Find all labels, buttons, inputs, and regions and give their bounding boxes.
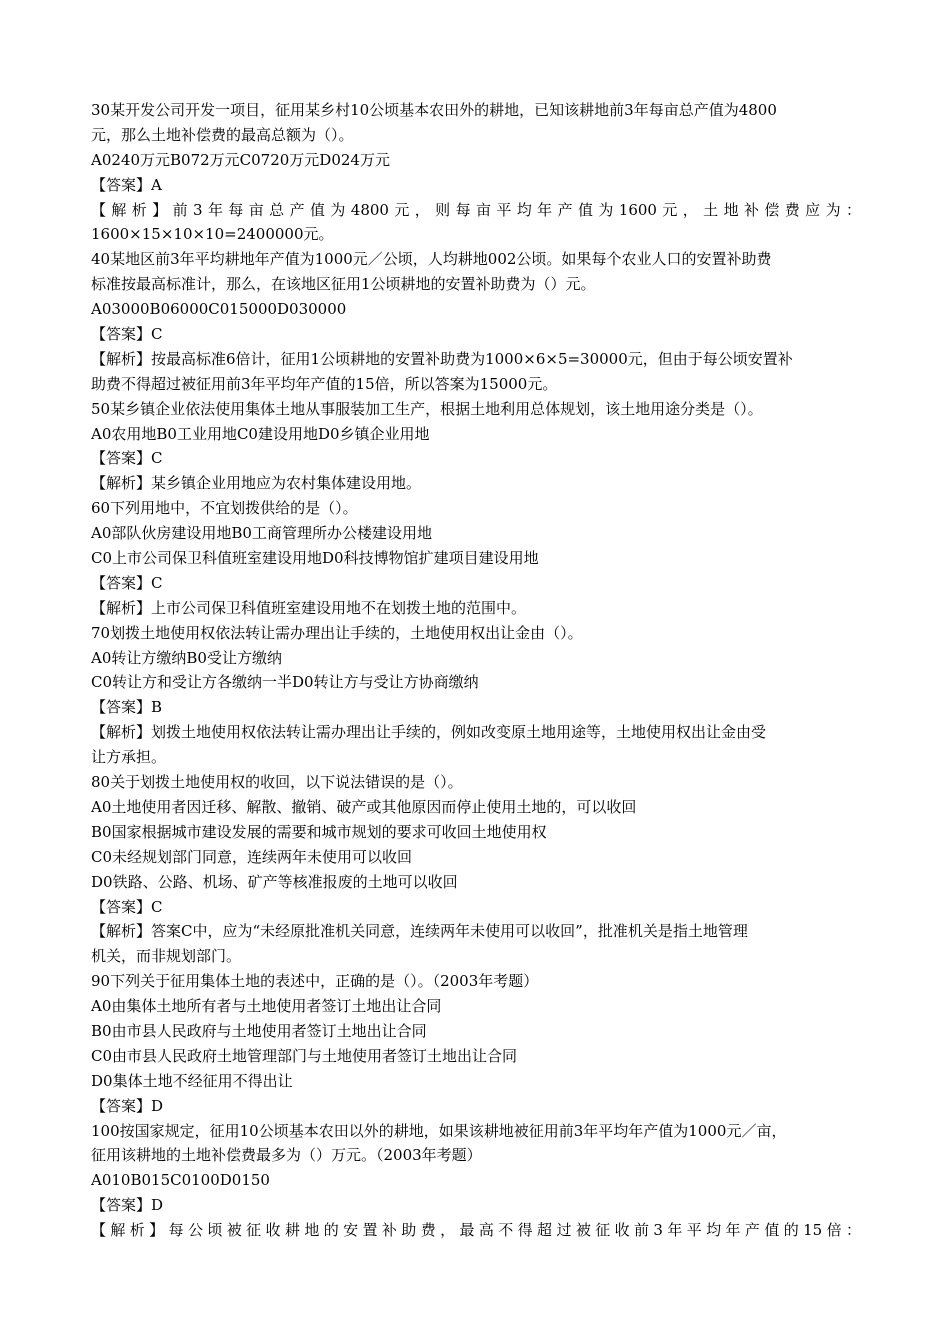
question-100-options: A010B015C0100D0150 [91, 1171, 270, 1190]
question-80-explanation-line-2: 机关，而非规划部门。 [91, 947, 242, 966]
question-80-option-a: A0土地使用者因迁移、解散、撤销、破产或其他原因而停止使用土地的，可以收回 [91, 797, 637, 816]
question-60-options-2: C0上市公司保卫科值班室建设用地D0科技博物馆扩建项目建设用地 [91, 549, 539, 568]
question-70-line-1: 70划拨土地使用权依法转让需办理出让手续的，土地使用权出让金由（）。 [91, 623, 583, 642]
question-100-answer: 【答案】D [91, 1196, 164, 1215]
question-40-answer: 【答案】C [91, 325, 163, 344]
question-60-explanation: 【解析】上市公司保卫科值班室建设用地不在划拨土地的范围中。 [91, 598, 527, 617]
question-50-line-1: 50某乡镇企业依法使用集体土地从事服装加工生产，根据土地利用总体规划，该土地用途分类是（）。 [91, 399, 763, 418]
question-50-explanation: 【解析】某乡镇企业用地应为农村集体建设用地。 [91, 474, 422, 493]
question-70-explanation-line-2: 让方承担。 [91, 748, 167, 767]
question-40-line-1: 40某地区前3年平均耕地年产值为1000元／公顷，人均耕地002公顷。如果每个农业人口的安置补助费 [91, 250, 772, 269]
document-page [91, 98, 861, 1243]
question-30-line-2: 元，那么土地补偿费的最高总额为（）。 [91, 125, 354, 144]
question-100-explanation-line-1: 【解析】每公顷被征收耕地的安置补助费，最高不得超过被征收前3年平均年产值的15倍： [91, 1221, 861, 1240]
question-80-option-d: D0铁路、公路、机场、矿产等核准报废的土地可以收回 [91, 872, 458, 891]
question-70-options-1: A0转让方缴纳B0受让方缴纳 [91, 648, 282, 667]
question-90-option-b: B0由市县人民政府与土地使用者签订土地出让合同 [91, 1021, 427, 1040]
question-70-explanation-line-1: 【解析】划拨土地使用权依法转让需办理出让手续的，例如改变原土地用途等，土地使用权出让金由受 [91, 723, 767, 742]
question-40-line-2: 标准按最高标准计，那么，在该地区征用1公顷耕地的安置补助费为（）元。 [91, 275, 596, 294]
question-100-line-2: 征用该耕地的土地补偿费最多为（）万元。（2003年考题） [91, 1146, 482, 1165]
question-90-line-1: 90下列关于征用集体土地的表述中，正确的是（）。（2003年考题） [91, 972, 539, 991]
question-60-line-1: 60下列用地中，不宜划拨供给的是（）。 [91, 499, 358, 518]
question-30-options: A0240万元B072万元C0720万元D024万元 [91, 150, 390, 169]
question-80-line-1: 80关于划拨土地使用权的收回，以下说法错误的是（）。 [91, 773, 463, 792]
question-90-option-c: C0由市县人民政府土地管理部门与土地使用者签订土地出让合同 [91, 1046, 518, 1065]
question-60-options-1: A0部队伙房建设用地B0工商管理所办公楼建设用地 [91, 524, 432, 543]
question-30-explanation-line-1: 【解析】前3年每亩总产值为4800元，则每亩平均年产值为1600元，土地补偿费应为： [91, 200, 861, 219]
question-80-explanation-line-1: 【解析】答案C中，应为“未经原批准机关同意，连续两年未使用可以收回”，批准机关是指土地管理 [91, 922, 748, 941]
question-80-answer: 【答案】C [91, 897, 163, 916]
question-50-answer: 【答案】C [91, 449, 163, 468]
question-70-answer: 【答案】B [91, 698, 163, 717]
question-30-line-1: 30某开发公司开发一项目，征用某乡村10公顷基本农田外的耕地，已知该耕地前3年每亩总产值为4800 [91, 101, 777, 119]
question-80-option-b: B0国家根据城市建设发展的需要和城市规划的要求可收回土地使用权 [91, 822, 547, 841]
question-90-answer: 【答案】D [91, 1096, 164, 1115]
question-60-answer: 【答案】C [91, 573, 163, 592]
question-30-explanation-line-2: 1600×15×10×10=2400000元。 [91, 225, 334, 244]
question-40-explanation-line-2: 助费不得超过被征用前3年平均年产值的15倍，所以答案为15000元。 [91, 374, 558, 393]
question-70-options-2: C0转让方和受让方各缴纳一半D0转让方与受让方协商缴纳 [91, 673, 479, 692]
question-80-option-c: C0未经规划部门同意，连续两年未使用可以收回 [91, 847, 413, 866]
question-90-option-a: A0由集体土地所有者与土地使用者签订土地出让合同 [91, 997, 442, 1016]
question-40-options: A03000B06000C015000D030000 [91, 300, 347, 319]
question-90-option-d: D0集体土地不经征用不得出让 [91, 1071, 293, 1090]
question-40-explanation-line-1: 【解析】按最高标准6倍计，征用1公顷耕地的安置补助费为1000×6×5=30000元，但由于每公顷安置补 [91, 349, 793, 368]
question-30-answer: 【答案】A [91, 175, 162, 194]
question-50-options: A0农用地B0工业用地C0建设用地D0乡镇企业用地 [91, 424, 430, 443]
question-100-line-1: 100按国家规定，征用10公顷基本农田以外的耕地，如果该耕地被征用前3年平均年产值为1000元／亩， [91, 1121, 787, 1140]
